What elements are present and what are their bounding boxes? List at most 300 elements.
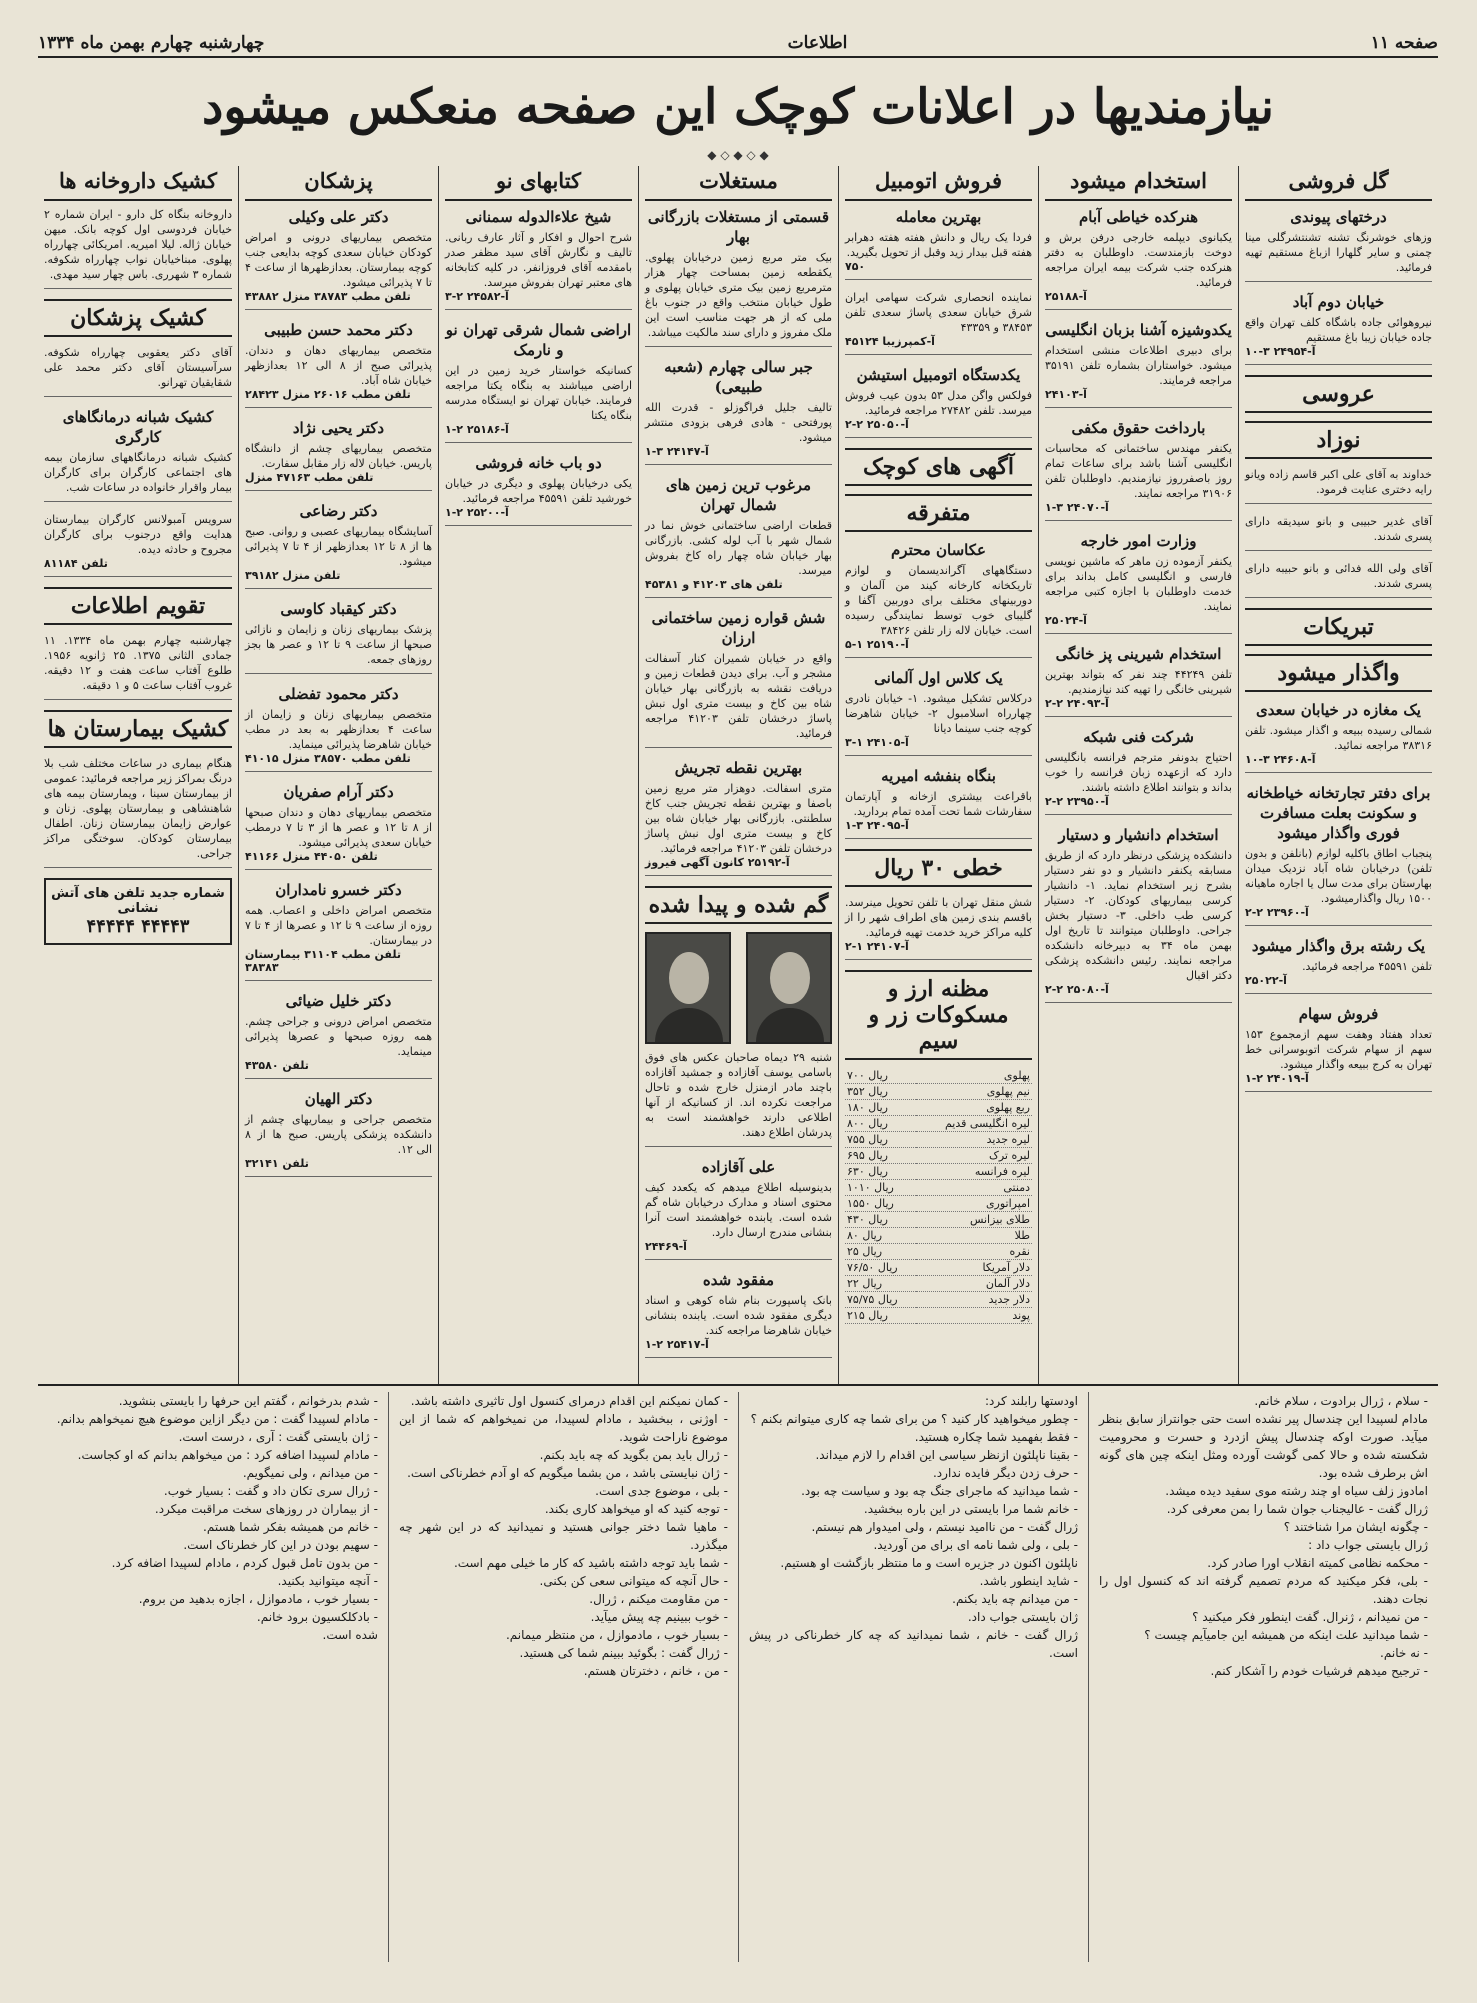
column-title: کشیک داروخانه ها	[44, 166, 232, 201]
classified-ad	[44, 756, 232, 868]
classified-ad	[44, 407, 232, 502]
story-paragraph: - مادام لسپیدا گفت : من دیگر ازاین موضوع هیچ نمیخواهم بدانم.	[56, 1412, 378, 1426]
classified-ad	[645, 1157, 832, 1260]
section-heading: عروسی	[1245, 375, 1432, 413]
ad-body-text: بیک متر مربع زمین درخیابان پهلوی. یکقطعه زمین بمساحت چهار هزار مترمربع زمین بیک متری خیابان پهلوی و طول خیابان منتخب واقع در جنوب باغ ملی که از هر جهت مناسب است این ملک مفروز و دارای سند مالکیت میباشد.	[645, 251, 832, 339]
ad-body-text: سرویس آمبولانس کارگران بیمارستان هدایت واقع درجنوب برای کارگران مجروح و حادثه دیده.	[44, 513, 232, 556]
classified-ad	[245, 991, 432, 1079]
currency-rates-table	[845, 1068, 1032, 1324]
ad-phone-number: آ-۲۴۱۴۷ ۳-۱	[645, 445, 709, 458]
rate-row	[845, 1180, 1032, 1196]
ad-phone-number: آ-۲۵۱۸۶ ۲-۱	[445, 423, 509, 436]
ad-headline: جبر سالی چهارم (شعبه طبیعی)	[664, 358, 813, 396]
ad-phone-number: آ-۲۵۱۸۸	[1045, 290, 1087, 303]
rate-name: لیره جدید	[916, 1132, 1032, 1148]
classified-ad	[1045, 644, 1232, 717]
classified-ad	[445, 453, 632, 526]
ad-body-text: برای دبیری اطلاعات منشی استخدام میشود. خواستاران بشماره تلفن ۳۵۱۹۱ مراجعه فرمایند.	[1045, 344, 1232, 387]
classified-ad	[245, 501, 432, 589]
classified-ad	[245, 418, 432, 491]
story-paragraph: اودستها رابلند کرد:	[984, 1394, 1078, 1408]
ad-headline: هنرکده خیاطی آبام	[1078, 208, 1199, 226]
classified-ad	[245, 684, 432, 772]
ad-body-text: چهارشنبه چهارم بهمن ماه ۱۳۳۴. ۱۱ جمادی الثانی ۱۳۷۵. ۲۵ ژانویه ۱۹۵۶. طلوع آفتاب ساعت هفت و ۱۲ دقیقه. غروب آفتاب ساعت ۵ و ۱ دقیقه.	[44, 634, 232, 692]
story-paragraph: - توجه کنید که او میخواهد کاری بکند.	[544, 1502, 728, 1516]
classified-columns	[38, 166, 1438, 1386]
ad-headline: دو باب خانه فروشی	[475, 454, 602, 472]
story-paragraph: - سلام ، ژرال برادوت ، سلام خانم.	[1254, 1394, 1428, 1408]
missing-children-photos	[645, 932, 832, 1044]
rate-name: امپراتوری	[916, 1196, 1032, 1212]
rate-value: ۶۹۵ ریال	[845, 1148, 916, 1164]
ad-headline: یکدستگاه اتومبیل استیشن	[856, 366, 1021, 384]
story-paragraph: - من بدون تامل قبول کردم ، مادام لسپیدا اضافه کرد.	[111, 1556, 378, 1570]
story-column	[38, 1392, 388, 1962]
ad-column	[1038, 166, 1238, 1384]
story-paragraph: - بسیار خوب ، مادموازل ، من منتظر میمانم.	[505, 1628, 728, 1642]
classified-ad	[845, 207, 1032, 280]
ad-column	[38, 166, 238, 1384]
ad-phone-number: تلفن ۴۳۵۸۰	[245, 1059, 309, 1072]
ad-body-text: خداوند به آقای علی اکبر قاسم زاده ویانو رایه دختری عنایت فرمود.	[1245, 468, 1432, 496]
ad-phone-number: آ-۲۴۰۱۹ ۲-۱	[1245, 1072, 1309, 1085]
story-paragraph: - من مقاومت میکنم ، ژرال.	[589, 1592, 728, 1606]
rate-name: دمنتی	[916, 1180, 1032, 1196]
ornament-divider: ◆ ◇ ◆ ◇ ◆	[707, 148, 769, 162]
ad-phone-number: آ-۲۴۱۰۷ ۱-۲	[845, 940, 909, 953]
rate-name: دلار جدید	[916, 1292, 1032, 1308]
ad-body-text: یکبانوی دیپلمه خارجی درفن برش و دوخت بازمندست. داوطلبان به دفتر هنرکده جنب شرکت بیمه ایران مراجعه فرمائید.	[1045, 231, 1232, 289]
ad-headline: دکتر کیقباد کاوسی	[280, 600, 397, 618]
ad-headline: دکتر محمود تفضلی	[278, 685, 399, 703]
classified-ad	[1245, 1004, 1432, 1092]
ad-column	[238, 166, 438, 1384]
fire-department-box	[44, 878, 232, 945]
classified-ad	[1245, 207, 1432, 282]
ad-headline: یک رشته برق واگذار میشود	[1251, 937, 1426, 955]
story-paragraph: - ژان نبایستی باشد ، من بشما میگویم که او آدم خطرناکی است.	[407, 1466, 728, 1480]
classified-ad	[645, 758, 832, 876]
ad-body-text: کشیک شبانه درمانگاههای سازمان بیمه های اجتماعی کارگران برای کارگران بیمار واقرار خانواده در ساعات شب.	[44, 451, 232, 494]
ad-body-text: بدینوسیله اطلاع میدهم که یکعدد کیف محتوی اسناد و مدارک درخیابان شاه گم شده است. یابنده خواهشمند است آنرا بنشانی مندرج ارسال دارد.	[645, 1181, 832, 1239]
classified-ad	[845, 365, 1032, 438]
story-paragraph: - حال آنچه که میتوانی سعی کن بکنی.	[539, 1574, 728, 1588]
rate-row	[845, 1148, 1032, 1164]
story-paragraph: - بلی ، موضوع جدی است.	[595, 1484, 728, 1498]
rate-row	[845, 1116, 1032, 1132]
ad-body-text: فولکس واگن مدل ۵۳ بدون عیب فروش میرسد. تلفن ۲۷۴۸۲ مراجعه فرمائید.	[845, 389, 1032, 417]
ad-body-text: وزهای خوشرنگ‌ تشنه تشنتشرگلی مینا چمنی و سایر گلهارا ازباغ مستقیم تهیه فرمائید.	[1245, 231, 1432, 274]
rate-row	[845, 1260, 1032, 1276]
story-paragraph: - شما باید توجه داشته باشید که کار ما خیلی مهم است.	[453, 1556, 728, 1570]
ad-headline: یک کلاس اول آلمانی	[874, 669, 1003, 687]
ad-phone-number: آ-۲۳۹۵۰ ۲-۲	[1045, 795, 1109, 808]
story-paragraph: - خانم شما مرا بایستی در این باره ببخشید.	[863, 1502, 1078, 1516]
ad-body-text: دانشکده پزشکی درنظر دارد که از طریق مسابقه یکنفر دانشیار و دو نفر دستیار بشرح زیر استخدام نماید. ۱- دانشیار کرسی بیماریهای کودکان. ۲- دستیار کرسی طب داخلی. ۳- دستیار بخش جراحی. داوطلبان میتوانند تا تاریخ اول بهمن ماه ۳۴ به دبیرخانه دانشکده مراجعه نمایند. رئیس دانشکده پزشکی دکتر اقبال	[1045, 849, 1232, 982]
story-paragraph: - چگونه ایشان مرا شناختند ؟	[1283, 1520, 1428, 1534]
ad-body-text: نیروهوائی جاده باشگاه کلف تهران واقع جاده خیابان زیبا باغ مستقیم	[1245, 316, 1432, 344]
ad-headline: یک مغازه در خیابان سعدی	[1256, 701, 1421, 719]
rate-value: ۶۳۰ ریال	[845, 1164, 916, 1180]
story-paragraph: - من نمیدانم ، ژنرال. گفت اینطور فکر میکنید ؟	[1192, 1610, 1428, 1624]
photo-shoulders	[756, 1008, 824, 1042]
ad-headline: دکتر خسرو نامداران	[275, 881, 402, 899]
child-photo	[645, 932, 731, 1044]
ad-phone-number: آ-۲۴۱۰۳	[1045, 388, 1087, 401]
section-heading: مظنه ارز و مسکوکات زر و سیم	[845, 970, 1032, 1060]
ad-body-text: یکنفر آزموده زن ماهر که ماشین نویسی فارسی و انگلیسی کامل بداند برای خدمت داوطلبان با اجازه کتبی مراجعه نمایند.	[1045, 555, 1232, 613]
classified-ad	[44, 207, 232, 289]
ad-phone-number: تلفن منزل ۳۹۱۸۲	[245, 569, 341, 582]
ad-headline: مرغوب ترین زمین های شمال تهران	[665, 476, 812, 514]
classified-ad	[1245, 467, 1432, 504]
ad-body-text: آقای دکتر یعقوبی چهارراه شکوفه. سرآسیستان آقای دکتر محمد علی شقایقیان تهرانو.	[44, 346, 232, 389]
ad-headline: علی آقازاده	[701, 1158, 776, 1176]
story-paragraph: - مادام لسپیدا اضافه کرد : من میخواهم بدانم که او کجاست.	[77, 1448, 378, 1462]
ad-body-text: متخصص امراض داخلی و اعصاب. همه روزه از ساعت ۹ تا ۱۲ و عصرها از ۴ تا ۷ در بیمارستان.	[245, 904, 432, 947]
classified-ad	[1045, 207, 1232, 310]
ad-body-text: متخصص بیماریهای درونی و امراض کودکان خیابان سعدی کوچه بدایعی جنب کوچه بیمارستان. بعدازظهرها از ساعت ۴ تا ۷ پذیرائی میشود.	[245, 231, 432, 289]
ad-headline: وزارت امور خارجه	[1080, 532, 1197, 550]
ad-phone-number: آ-۲۵۲۰۰ ۲-۱	[445, 506, 509, 519]
story-paragraph: - شدم بدرخوانم ، گفتم این حرفها را بایستی بنشوید.	[118, 1394, 378, 1408]
classified-ad	[245, 320, 432, 408]
ad-body-text: آقای ولی الله فدائی و بانو حبیبه دارای پسری شدند.	[1245, 562, 1432, 590]
rate-row	[845, 1292, 1032, 1308]
ad-body-text: قطعات اراضی ساختمانی خوش نما در شمال شهر با آب لوله کشی. بازرگانی بهار خیابان شاه چهار راه کاخ بفروش میرسد.	[645, 519, 832, 577]
ad-body-text: تالیف جلیل فراگوزلو - قدرت الله پورفتحی - هادی فرهی بزودی منتشر میشود.	[645, 401, 832, 444]
ad-phone-number: تلفن مطب ۴۷۱۶۳ منزل	[245, 471, 374, 484]
story-paragraph: - چطور میخواهید کار کنید ؟ من برای شما چه کاری میتوانم بکنم ؟	[750, 1412, 1078, 1426]
ad-body-text: متخصص امراض درونی و جراحی چشم. همه روزه صبحها و عصرها پذیرائی مینماید.	[245, 1015, 432, 1058]
story-paragraph: ناپلئون اکنون در جزیره است و ما منتظر بازگشت او هستیم.	[780, 1556, 1078, 1570]
ad-headline: شرکت فنی شبکه	[1083, 728, 1194, 746]
story-paragraph: ژان بایستی جواب داد.	[967, 1610, 1078, 1624]
ad-column	[438, 166, 638, 1384]
ad-body-text: پنجباب اطاق باکلیه لوازم (بانلفن و بدون تلفن) درخیابان شاه آباد نزدیک میدان بهارستان برای مدت سال یا اجاره ماهیانه ۱۵۰۰ ریال واگذارمیشود.	[1245, 847, 1432, 905]
child-photo	[746, 932, 832, 1044]
ad-body-text: یکنفر مهندس ساختمانی که محاسبات انگلیسی آشنا باشد برای ساعات تمام روز باصفرروز نیازمندیم. داوطلبان تلفن ۳۱۹۰۶ مراجعه نمایند.	[1045, 442, 1232, 500]
ad-body-text: دستگاههای آگراندیسمان و لوازم تاریکخانه کارخانه کیند من آلمان و دوربینهای مختلف برای دوربین آگفا و گلیبای خوب توسط نمایندگی رسیده است. خیابان لاله زار تلفن ۳۸۴۲۶	[845, 564, 1032, 637]
ad-headline: بارداخت حقوق مکفی	[1071, 419, 1206, 437]
rate-name: لیره ترک	[916, 1148, 1032, 1164]
ad-headline: بهترین نقطه تجریش	[674, 759, 803, 777]
rate-row	[845, 1276, 1032, 1292]
classified-ad	[845, 766, 1032, 839]
story-paragraph: - ماهیا شما دختر جوانی هستید و نمیدانید که در این شهر چه میگذرد.	[399, 1520, 728, 1552]
ad-headline: دکتر علی وکیلی	[288, 208, 389, 226]
rate-name: دلار آلمان	[916, 1276, 1032, 1292]
ad-body-text: متخصص بیماریهای زنان و زایمان از ساعت ۴ بعدازظهر به بعد در مطب خیابان شاهرضا پذیرائی مینماید.	[245, 708, 432, 751]
classified-ad	[44, 512, 232, 577]
story-paragraph: شده است.	[322, 1628, 378, 1642]
ad-phone-number: آ-۲۵۰۲۲	[1245, 974, 1287, 987]
story-paragraph: - ژان بایستی گفت : آری ، درست است.	[178, 1430, 378, 1444]
ad-headline: قسمتی از مستغلات بازرگانی بهار	[647, 208, 830, 246]
story-paragraph: - از بیماران در روزهای سخت مراقبت میکرد.	[154, 1502, 378, 1516]
ad-body-text: باقراعت بیشتری ازخانه و آپارتمان سفارشات شما تحت آمده تمام بردارید.	[845, 790, 1032, 818]
rate-value: ۳۵۲ ریال	[845, 1084, 916, 1100]
ad-body-text: شنبه ۲۹ دیماه صاحبان عکس های فوق باسامی یوسف آقازاده و جمشید آقازاده باچند مادر ازمنزل خارج شده و تاحال مراجعت نکرده اند. از کسانیکه از آنها اطلاعی دارند خواهشمند است به پدرشان اطلاع دهند.	[645, 1051, 832, 1139]
section-heading: گم شده و پیدا شده	[645, 886, 832, 924]
ad-body-text: فردا یک ریال و دانش هفته هفته دهرابر هفته قبل بیدار زید وقبل از تحویل بگیرید.	[845, 231, 1032, 259]
ad-body-text: یکی درخیابان پهلوی و دیگری در خیابان خورشید تلفن ۴۵۵۹۱ مراجعه فرمائید.	[445, 477, 632, 505]
rate-row	[845, 1196, 1032, 1212]
page-header	[38, 30, 1438, 58]
ad-headline: بهترین معامله	[895, 208, 982, 226]
issue-date: چهارشنبه چهارم بهمن ماه ۱۳۳۴	[38, 33, 265, 53]
rate-value: ۸۰ ریال	[845, 1228, 916, 1244]
classified-ad	[845, 540, 1032, 658]
section-heading: تبریکات	[1245, 608, 1432, 646]
section-heading: کشیک بیمارستان ها	[44, 710, 232, 748]
section-heading: نوزاد	[1245, 421, 1432, 459]
page-number: صفحه ۱۱	[1370, 33, 1438, 53]
column-title: مستغلات	[645, 166, 832, 201]
classified-ad	[44, 345, 232, 397]
ad-phone-number: آ-۲۴۵۸۲ ۲-۳	[445, 290, 509, 303]
ad-body-text: تعداد هفتاد وهفت سهم ازمجموع ۱۵۳ سهم از سهام شرکت اتوبوسرانی خط تهران به کرج ببیعه واگذار میشود.	[1245, 1028, 1432, 1071]
ad-phone-number: تلفن ۴۴۰۵۰ منزل ۴۱۱۶۶	[245, 850, 378, 863]
story-paragraph: - بادکلکسیون برود خانم.	[256, 1610, 378, 1624]
ad-body-text: تلفن ۴۴۲۴۹ چند نفر که بتواند بهترین شیرینی خانگی را تهیه کند نیازمندیم.	[1045, 668, 1232, 696]
ad-phone-number: آ-۲۵۱۹۲ کانون آگهی فیروز	[645, 856, 790, 869]
column-title: استخدام میشود	[1045, 166, 1232, 201]
ad-body-text: متخصص بیماریهای چشم از دانشگاه پاریس. خیابان لاله زار مقابل سفارت.	[245, 442, 432, 470]
classified-ad	[1245, 700, 1432, 773]
rate-name: لیره فرانسه	[916, 1164, 1032, 1180]
story-paragraph: - من میدانم چه باید بکنم.	[952, 1592, 1078, 1606]
classified-ad	[245, 782, 432, 870]
ad-body-text: کسانیکه خواستار خرید زمین در این اراضی میباشند به بنگاه یکتا مراجعه فرمایند. خیابان تهران نو ایستگاه مدرسه بنگاه یکتا	[445, 364, 632, 422]
story-paragraph: ژرال بایستی جواب داد :	[1308, 1538, 1428, 1552]
classified-ad	[1245, 561, 1432, 598]
rate-row	[845, 1068, 1032, 1084]
classified-ad	[44, 633, 232, 700]
rate-row	[845, 1132, 1032, 1148]
story-column	[388, 1392, 738, 1962]
photo-face	[770, 952, 810, 1004]
ad-headline: فروش سهام	[1298, 1005, 1379, 1023]
rate-row	[845, 1244, 1032, 1260]
ad-body-text: احتیاج بدونفر مترجم فرانسه بانگلیسی دارد که ازعهده زبان فرانسه را خوب بداند و بتوانند اطلاع داشته باشند.	[1045, 751, 1232, 794]
classified-ad	[1045, 418, 1232, 521]
story-paragraph: - شما میدانید علت اینکه من همیشه این جامیآیم چیست ؟	[1144, 1628, 1428, 1642]
ad-headline: خیابان دوم آباد	[1292, 293, 1385, 311]
story-paragraph: ژرال گفت - عالیجناب جوان شما را بمن معرفی کرد.	[1166, 1502, 1428, 1516]
rate-row	[845, 1164, 1032, 1180]
rate-name: طلا	[916, 1228, 1032, 1244]
ad-headline: درختهای پیوندی	[1290, 208, 1387, 226]
classified-ad	[845, 895, 1032, 960]
story-paragraph: امادوز زلف سیاه او چند رشته موی سفید دیده میشد.	[1165, 1484, 1428, 1498]
story-paragraph: - ترجیح میدهم فرشیات خودم را آشکار کنم.	[1210, 1664, 1428, 1678]
section-heading: واگذار میشود	[1245, 654, 1432, 692]
ad-phone-number: تلفن مطب ۲۶۰۱۶ منزل ۲۸۴۲۳	[245, 388, 411, 401]
ad-body-text: داروخانه بنگاه کل دارو - ایران شماره ۲ خیابان فردوسی اول کوچه بانک. میهن خیابان ژاله. لیلا امیریه. امریکائی چهارراه پهلوی. مبناخیابان نواب چهارراه شکوفه. شماره ۳ شهرری. باس چهار سید مهدی.	[44, 208, 232, 281]
ad-body-text: آسایشگاه بیماریهای عصبی و روانی. صبح ها از ۸ تا ۱۲ بعدازظهر از ۴ تا ۷ پذیرائی میشود.	[245, 525, 433, 568]
story-paragraph: - بلی، فکر میکنید که مردم تصمیم گرفته اند که کنسول اول را نجات دهند.	[1099, 1574, 1428, 1606]
classified-ad	[645, 207, 832, 347]
ad-headline: اراضی شمال شرقی تهران نو و نارمک	[445, 321, 632, 359]
ad-headline: شیخ علاءالدوله سمنانی	[465, 208, 612, 226]
story-paragraph: - بقینا ناپلئون ازنظر سیاسی این اقدام را لازم میداند.	[815, 1448, 1078, 1462]
classified-ad	[1245, 936, 1432, 994]
classified-ad	[845, 668, 1032, 756]
ad-phone-number: آ-۲۵۰۲۴	[1045, 614, 1087, 627]
classified-ad	[645, 475, 832, 598]
ad-phone-number: تلفن مطب ۳۸۵۷۰ منزل ۴۱۰۱۵	[245, 752, 411, 765]
rate-value: ۲۲ ریال	[845, 1276, 916, 1292]
column-title: کتابهای نو	[445, 166, 632, 201]
ad-headline: دکتر آرام صفریان	[283, 783, 394, 801]
story-paragraph: - ژرال سری تکان داد و گفت : بسیار خوب.	[163, 1484, 378, 1498]
classified-ad	[1045, 727, 1232, 815]
rate-value: ۷۵/۷۵ ریال	[845, 1292, 916, 1308]
story-paragraph: - نه خانم.	[1380, 1646, 1428, 1660]
rate-row	[845, 1308, 1032, 1324]
classified-ad	[245, 207, 432, 310]
section-heading: خطی ۳۰ ریال	[845, 849, 1032, 887]
photo-shoulders	[655, 1008, 723, 1042]
story-paragraph: - من میدانم ، ولی نمیگویم.	[242, 1466, 378, 1480]
ad-headline: استخدام دانشیار و دستیار	[1058, 826, 1219, 844]
ad-body-text: متخصص بیماریهای دهان و دندان صبحها از ۸ تا ۱۲ و عصر ها از ۳ تا ۷ درمطب خیابان سعدی پذیرائی میشود.	[245, 806, 432, 849]
rate-row	[845, 1212, 1032, 1228]
rate-name: نقره	[916, 1244, 1032, 1260]
ad-headline: دکتر الهیان	[304, 1090, 373, 1108]
classified-ad	[245, 880, 432, 981]
story-paragraph: - شاید اینطور باشد.	[979, 1574, 1078, 1588]
classified-ad	[445, 207, 632, 310]
rate-row	[845, 1228, 1032, 1244]
ad-headline: کشیک شبانه درمانگاهای کارگری	[62, 408, 214, 446]
ad-body-text: آقای غدیر حبیبی و بانو سیدیقه دارای پسری شدند.	[1245, 515, 1432, 543]
rate-name: نیم پهلوی	[916, 1084, 1032, 1100]
ad-body-text: متخصص بیماریهای دهان و دندان. پذیرائی صبح از ۸ الی ۱۲ بعدازظهر خیابان شاه آباد.	[245, 344, 432, 387]
ad-headline: دکتر محمد حسن طبیبی	[264, 321, 413, 339]
ad-phone-number: تلفن ۸۱۱۸۴	[44, 557, 108, 570]
classified-ad	[645, 1270, 832, 1358]
ad-phone-number: آ-۲۵۴۱۷ ۲-۱	[645, 1338, 709, 1351]
ad-body-text: درکلاس تشکیل میشود. ۱- خیابان نادری چهارراه اسلامبول ۲- خیابان شاهرضا کوچه جنب سینما دیانا	[845, 692, 1032, 735]
story-column	[738, 1392, 1088, 1962]
ad-body-text: تلفن ۴۵۵۹۱ مراجعه فرمائید.	[1302, 960, 1432, 973]
ad-headline: بنگاه بنفشه امیریه	[881, 767, 996, 785]
fire-department-number: ۴۴۴۴۴ ۴۴۴۴۳	[86, 916, 190, 937]
ad-headline: دکتر خلیل ضیائی	[285, 992, 392, 1010]
ad-phone-number: تلفن ۳۲۱۴۱	[245, 1157, 309, 1170]
story-paragraph: - اوژنی ، ببخشید ، مادام لسپیدا، من نمیخواهم که شما از این موضوع ناراحت شوید.	[399, 1412, 728, 1444]
story-paragraph: - بلی ، ولی شما نامه ای برای من آوردید.	[873, 1538, 1078, 1552]
ad-column	[1238, 166, 1438, 1384]
ad-phone-number: آ-۲۵۱۹۰ ۱-۵	[845, 638, 909, 651]
ad-headline: برای دفتر تجارتخانه خیاطخانه و سکونت بعلت مسافرت فوری واگذار میشود	[1246, 784, 1431, 842]
rate-name: طلای بیزانس	[916, 1212, 1032, 1228]
ad-headline: شش قواره زمین ساختمانی ارزان	[651, 609, 826, 647]
rate-value: ۱۵۵۰ ریال	[845, 1196, 916, 1212]
story-paragraph: - خوب ببینیم چه پیش میآید.	[590, 1610, 728, 1624]
ad-body-text: شمالی رسیده ببیعه و اگذار میشود. تلفن ۳۸۳۱۶ مراجعه نمائید.	[1245, 724, 1432, 752]
ad-headline: استخدام شیرینی پز خانگی	[1055, 645, 1222, 663]
section-heading: کشیک پزشکان	[44, 299, 232, 337]
ad-phone-number: آ-۲۵۰۸۰ ۲-۲	[1045, 983, 1109, 996]
ad-phone-number: آ-۲۴۱۰۵ ۱-۳	[845, 736, 909, 749]
ad-column	[838, 166, 1038, 1384]
fire-department-title: شماره جدید تلفن های آتش نشانی	[51, 886, 225, 916]
classified-ad	[245, 1089, 432, 1177]
rate-row	[845, 1100, 1032, 1116]
ad-phone-number: ۷۵۰	[845, 260, 866, 273]
ad-phone-number: تلفن های ۴۱۲۰۳ و ۴۵۳۸۱	[645, 578, 783, 591]
story-paragraph: - بسیار خوب ، مادموازل ، اجازه بدهید من بروم.	[138, 1592, 378, 1606]
classified-ad	[845, 290, 1032, 355]
ad-body-text: واقع در خیابان شمیران کنار آسفالت مشجر و آب. برای دیدن قطعات زمین و دریافت نقشه به بازرگانی بهار خیابان شاه بین کاخ و بیست متری اول نبش پاساژ درخشان تلفن ۴۱۲۰۳ مراجعه فرمائید.	[645, 652, 832, 740]
rate-value: ۷۵۵ ریال	[845, 1132, 916, 1148]
ad-phone-number: آ-۲۴۰۷۰ ۳-۱	[1045, 501, 1109, 514]
ad-column	[638, 166, 838, 1384]
story-paragraph: مادام لسپیدا این چندسال پیر نشده است حتی جوانتراز سابق بنظر میآید. صورت اوکه چندسال پیش ازدرد و حسرت و محرومیت شکسته شده و حالا کمی گوشت آورده ومثل اینکه چین های گونه اش برطرف شده بود.	[1099, 1412, 1428, 1480]
classified-ad	[645, 608, 832, 748]
ad-body-text: نماینده انحصاری شرکت سهامی ایران شرق خیابان سعدی پاساژ سعدی تلفن ۳۸۴۵۳ و ۴۳۳۵۹	[845, 291, 1032, 334]
rate-name: پوند	[916, 1308, 1032, 1324]
ad-phone-number: تلفن مطب ۳۸۷۸۳ منزل ۴۳۸۸۲	[245, 290, 411, 303]
column-title: فروش اتومبیل	[845, 166, 1032, 201]
ad-body-text: شش منقل تهران با تلفن تحویل مینرسد. باقسم بندی زمین های اطراف شهر را از کلیه مراکز خرید خدمت تهیه فرمائید.	[845, 896, 1032, 939]
story-paragraph: - آنچه میتوانید بکنید.	[277, 1574, 378, 1588]
rate-value: ۱۰۱۰ ریال	[845, 1180, 916, 1196]
classified-ad	[1045, 531, 1232, 634]
classified-ad	[445, 320, 632, 443]
rate-name: لیره انگلیسی قدیم	[916, 1116, 1032, 1132]
story-paragraph: - سهیم بودن در این کار خطرناک است.	[183, 1538, 378, 1552]
story-paragraph: - کمان نمیکنم این اقدام درمرای کنسول اول تاثیری داشته باشد.	[410, 1394, 728, 1408]
column-title: گل فروشی	[1245, 166, 1432, 201]
story-column	[1088, 1392, 1438, 1962]
rate-value: ۷۰۰ ریال	[845, 1068, 916, 1084]
serial-story	[38, 1392, 1438, 1962]
column-title: پزشکان	[245, 166, 432, 201]
rate-name: دلار آمریکا	[916, 1260, 1032, 1276]
classified-ad	[1045, 320, 1232, 408]
classified-ad	[1245, 292, 1432, 365]
rate-value: ۲۵ ریال	[845, 1244, 916, 1260]
rate-value: ۲۱۵ ریال	[845, 1308, 916, 1324]
rate-value: ۱۸۰ ریال	[845, 1100, 916, 1116]
newspaper-name: اطلاعات	[787, 33, 848, 53]
story-paragraph: ژرال گفت - خانم ، شما نمیدانید که چه کار خطرناکی در پیش است.	[749, 1628, 1078, 1660]
ad-body-text: بانک پاسپورت بنام شاه کوهی و اسناد دیگری مفقود شده است. یابنده بنشانی خیابان شاهرضا مراجعه کند.	[645, 1294, 832, 1337]
ad-body-text: هنگام بیماری در ساعات مختلف شب بلا درنگ بمراکز زیر مراجعه فرمائید: عمومی از بیمارستان سینا ، ویمارستان بیمه های شاهنشاهی و بیمارستان پهلوی. زنان و عوارض زایمان بیمارستان زنان. اطفال بیمارستان کودکان. سوختگی مراکز جراحی.	[43, 757, 232, 860]
classified-ad	[245, 599, 432, 674]
rate-row	[845, 1084, 1032, 1100]
ad-phone-number: آ-۲۵۰۵۰ ۲-۲	[845, 418, 909, 431]
photo-face	[669, 952, 709, 1004]
story-paragraph: ژرال گفت - من ناامید نیستم ، ولی امیدوار هم نیستم.	[811, 1520, 1078, 1534]
ad-headline: یکدوشیزه آشنا بزبان انگلیسی	[1045, 321, 1232, 339]
ad-body-text: مترى اسفالت. دوهزار متر مربع زمین باصفا و بهترین نقطه تجریش جنب کاخ سلطنتی. بازرگانی بهار خیابان شاه بین کاخ و بیست متری اول نبش پاساژ درخشان تلفن ۴۱۲۰۳ مراجعه فرمائید.	[645, 782, 832, 855]
ad-phone-number: آ-۲۳۹۶۰ ۲-۲	[1245, 906, 1309, 919]
ad-headline: مفقود شده	[702, 1271, 775, 1289]
story-paragraph: - ژرال گفت : بگوئید ببینم شما کی هستید.	[519, 1646, 728, 1660]
story-paragraph: - حرف زدن دیگر فایده ندارد.	[932, 1466, 1078, 1480]
ad-headline: عکاسان محترم	[891, 541, 986, 559]
story-paragraph: - ژرال باید بمن بگوید که چه باید بکنم.	[539, 1448, 728, 1462]
story-paragraph: - خانم من همیشه بفکر شما هستم.	[203, 1520, 378, 1534]
ad-headline: دکتر رضاعی	[299, 502, 378, 520]
rate-name: ربع پهلوی	[916, 1100, 1032, 1116]
story-paragraph: - من ، خانم ، دخترتان هستم.	[583, 1664, 728, 1678]
